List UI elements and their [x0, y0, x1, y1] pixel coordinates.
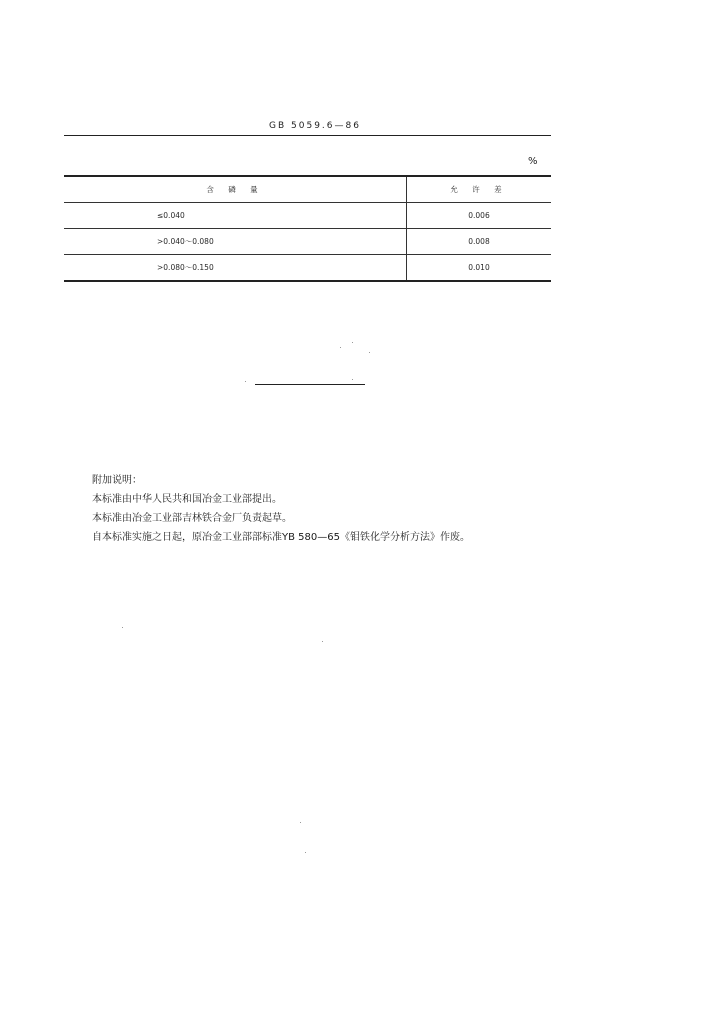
tolerance-table	[64, 175, 551, 282]
notes-line: 自本标准实施之日起，原冶金工业部部标准YB 580—65《钼铁化学分析方法》作废。	[92, 532, 470, 543]
table-unit: %	[528, 156, 538, 167]
scan-speck	[122, 627, 123, 628]
cell-tolerance: 0.008	[468, 237, 490, 246]
table-row	[64, 255, 551, 282]
cell-content-range: >0.080～0.150	[64, 255, 407, 282]
scan-speck	[305, 852, 306, 853]
scan-speck	[352, 379, 353, 380]
table-row	[64, 229, 551, 255]
scan-speck	[352, 342, 353, 343]
cell-tolerance: 0.006	[468, 211, 490, 220]
notes-title: 附加说明：	[92, 475, 142, 486]
standard-number-header: GB 5059.6—86	[269, 121, 361, 131]
scan-speck	[340, 347, 341, 348]
scan-speck	[322, 641, 323, 642]
cell-tolerance: 0.010	[468, 263, 490, 272]
additional-notes	[92, 471, 652, 547]
table-row	[64, 203, 551, 229]
notes-line: 本标准由冶金工业部吉林铁合金厂负责起草。	[92, 513, 292, 524]
scan-speck	[300, 822, 301, 823]
end-of-table-rule	[255, 384, 365, 385]
cell-content-range: >0.040～0.080	[64, 229, 407, 255]
column-header-tolerance: 允 许 差	[450, 185, 508, 194]
column-header-phosphorus-content: 含 磷 量	[64, 176, 407, 203]
scan-speck	[245, 381, 246, 382]
scan-speck	[369, 352, 370, 353]
table-header-row	[64, 176, 551, 203]
cell-content-range: ≤0.040	[64, 203, 407, 229]
header-rule	[64, 135, 551, 136]
notes-line: 本标准由中华人民共和国冶金工业部提出。	[92, 494, 282, 505]
